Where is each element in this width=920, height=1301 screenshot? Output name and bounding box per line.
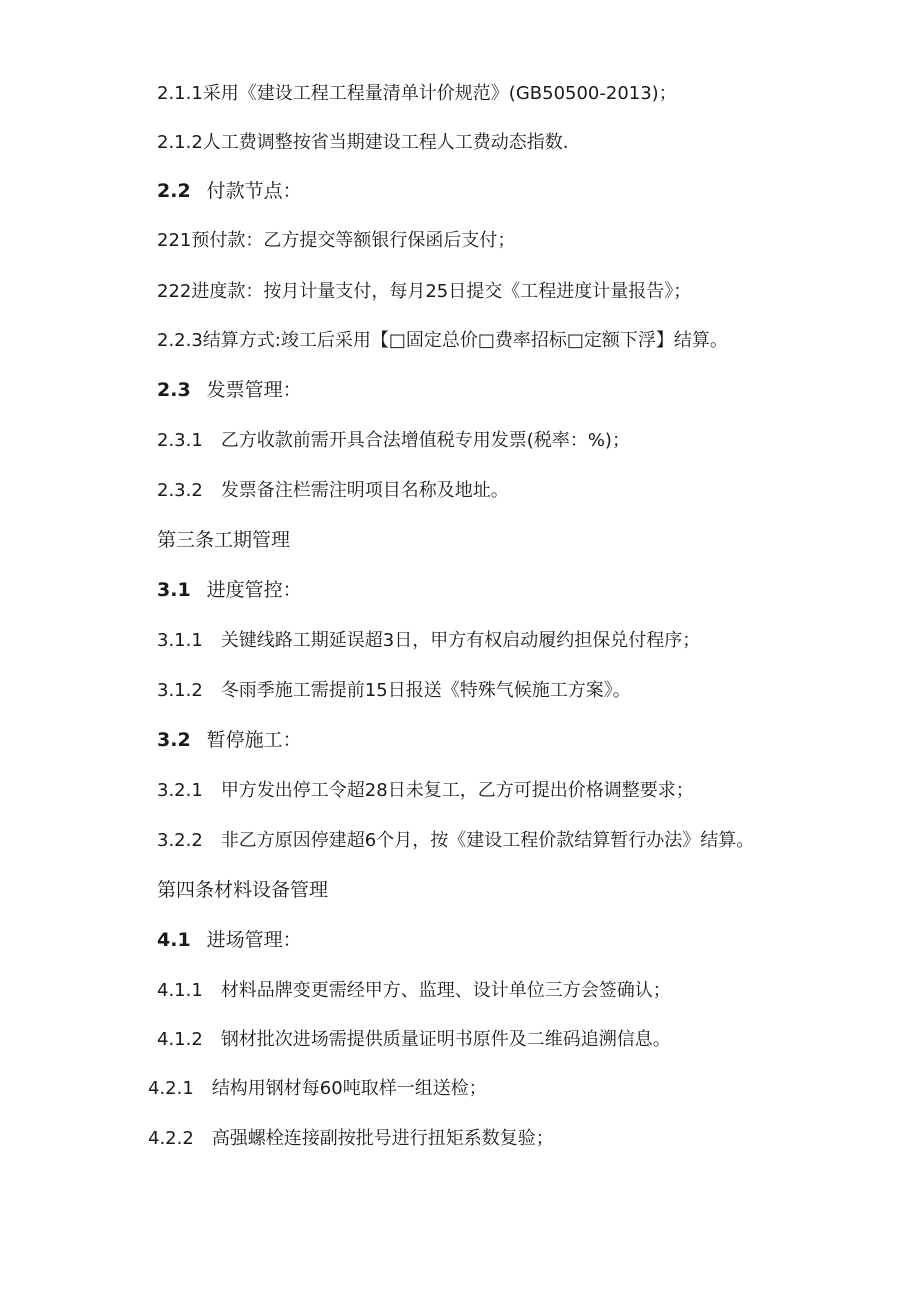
clause-2-3-1 (157, 428, 630, 454)
section-number: 2.2 (157, 180, 191, 202)
article-title: 第三条工期管理 (157, 529, 291, 551)
clause-4-2-2 (148, 1126, 554, 1152)
article-title: 第四条材料设备管理 (157, 879, 329, 901)
clause-2-3-2 (157, 478, 509, 504)
clause-text: 221预付款：乙方提交等额银行保函后支付； (157, 230, 516, 251)
clause-text: 发票备注栏需注明项目名称及地址。 (220, 480, 509, 501)
clause-text: 非乙方原因停建超6个月，按《建设工程价款结算暂行办法》结算。 (220, 830, 755, 851)
clause-number: 3.1.1 (157, 630, 203, 651)
article-4-heading (157, 877, 328, 903)
clause-number: 3.2.2 (157, 830, 203, 851)
section-2-2-heading (157, 178, 302, 204)
clause-text: 钢材批次进场需提供质量证明书原件及二维码追溯信息。 (220, 1029, 671, 1050)
section-2-3-heading (157, 377, 302, 403)
clause-text: 高强螺栓连接副按批号进行扭矩系数复验； (211, 1128, 554, 1149)
clause-text: 2.2.3结算方式:竣工后采用【□固定总价□费率招标□定额下浮】结算。 (157, 330, 728, 351)
clause-number: 2.3.2 (157, 480, 203, 501)
section-number: 3.2 (157, 729, 191, 751)
clause-number: 4.1.2 (157, 1029, 203, 1050)
article-3-heading (157, 527, 290, 553)
clause-text: 乙方收款前需开具合法增值税专用发票(税率：%)； (220, 430, 630, 451)
clause-3-1-1 (157, 628, 700, 654)
section-title: 付款节点： (206, 180, 302, 202)
clause-number: 3.2.1 (157, 780, 203, 801)
clause-text: 材料品牌变更需经甲方、监理、设计单位三方会签确认； (220, 980, 671, 1001)
clause-2-2-2 (157, 279, 691, 305)
clause-4-2-1 (148, 1076, 487, 1102)
section-title: 进度管控： (206, 579, 302, 601)
clause-3-2-1 (157, 778, 694, 804)
clause-2-2-1 (157, 228, 515, 254)
clause-number: 3.1.2 (157, 680, 203, 701)
clause-text: 冬雨季施工需提前15日报送《特殊气候施工方案》。 (220, 680, 631, 701)
section-number: 4.1 (157, 929, 191, 951)
section-title: 进场管理： (206, 929, 302, 951)
clause-3-2-2 (157, 828, 754, 854)
section-title: 发票管理： (206, 379, 302, 401)
section-number: 2.3 (157, 379, 191, 401)
clause-number: 2.3.1 (157, 430, 203, 451)
clause-number: 4.2.1 (148, 1078, 194, 1099)
section-title: 暂停施工： (206, 729, 302, 751)
clause-text: 结构用钢材每60吨取样一组送检； (211, 1078, 487, 1099)
clause-2-2-3 (157, 328, 728, 354)
clause-2-1-2 (157, 130, 569, 156)
clause-number: 4.2.2 (148, 1128, 194, 1149)
clause-text: 甲方发出停工令超28日未复工，乙方可提出价格调整要求； (220, 780, 694, 801)
section-3-2-heading (157, 727, 302, 753)
clause-3-1-2 (157, 678, 631, 704)
clause-number: 4.1.1 (157, 980, 203, 1001)
section-3-1-heading (157, 577, 302, 603)
clause-text: 222进度款：按月计量支付，每月25日提交《工程进度计量报告》； (157, 281, 692, 302)
clause-4-1-2 (157, 1027, 671, 1053)
clause-text: 关键线路工期延误超3日，甲方有权启动履约担保兑付程序； (220, 630, 701, 651)
clause-2-1-1 (157, 81, 677, 107)
section-number: 3.1 (157, 579, 191, 601)
section-4-1-heading (157, 927, 302, 953)
clause-text: 2.1.1采用《建设工程工程量清单计价规范》(GB50500-2013)； (157, 83, 677, 104)
clause-text: 2.1.2人工费调整按省当期建设工程人工费动态指数. (157, 132, 569, 153)
clause-4-1-1 (157, 978, 671, 1004)
